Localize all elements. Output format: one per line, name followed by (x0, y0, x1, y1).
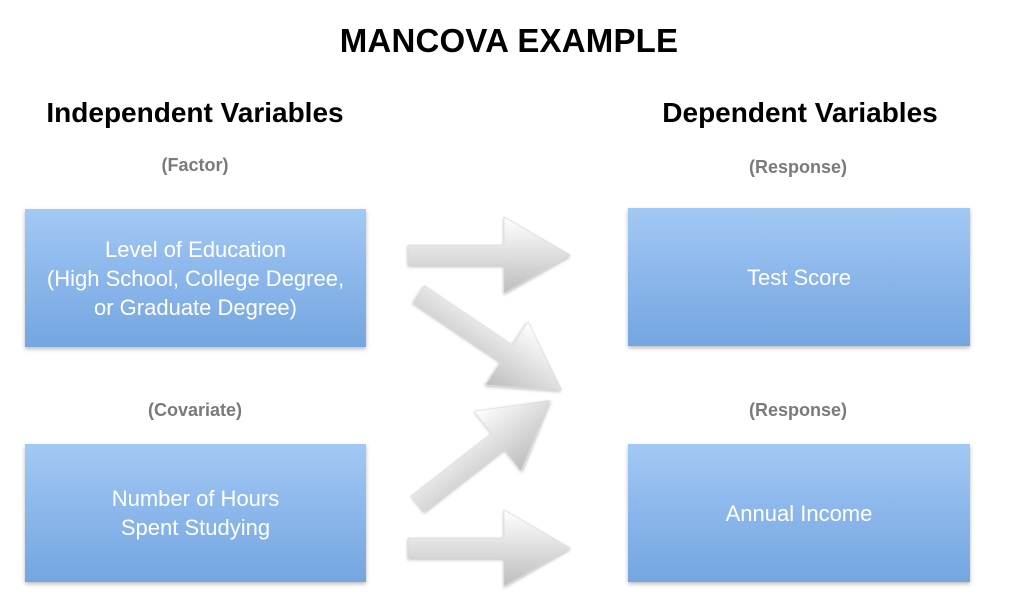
factor-line-3: or Graduate Degree) (94, 294, 297, 320)
dependent-variables-heading: Dependent Variables (662, 97, 938, 128)
response-label-1: (Response) (748, 157, 847, 177)
arrow-factor-to-annual-income (398, 262, 583, 421)
annual-income-label: Annual Income (725, 500, 873, 526)
covariate-label: (Covariate) (147, 400, 243, 420)
arrow-factor-to-test-score (408, 217, 570, 293)
factor-label: (Factor) (161, 155, 229, 175)
factor-line-2: (High School, College Degree, (46, 265, 345, 291)
covariate-line-1: Number of Hours (111, 486, 280, 511)
factor-line-1: Level of Education (104, 236, 287, 262)
covariate-line-2: Spent Studying (120, 515, 271, 540)
test-score-label: Test Score (747, 264, 851, 290)
diagram-title: MANCOVA EXAMPLE (339, 22, 679, 59)
response-label-2: (Response) (748, 400, 847, 420)
arrow-covariate-to-test-score (394, 371, 573, 534)
independent-variables-heading: Independent Variables (46, 97, 344, 128)
arrow-covariate-to-annual-income (408, 510, 570, 586)
